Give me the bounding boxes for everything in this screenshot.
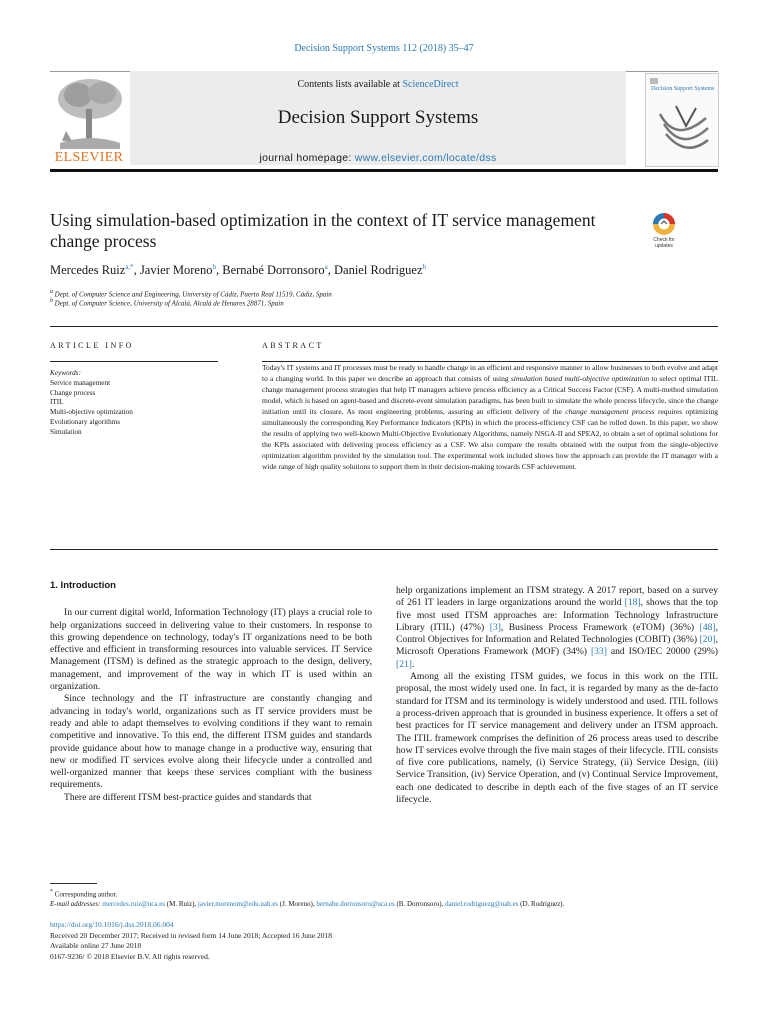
journal-title: Decision Support Systems xyxy=(277,107,479,128)
elsevier-wordmark: ELSEVIER xyxy=(54,150,124,165)
article-info-heading: ARTICLE INFO xyxy=(50,341,134,350)
available-online-date: Available online 27 June 2018 xyxy=(50,940,142,950)
sciencedirect-link[interactable]: ScienceDirect xyxy=(402,79,459,90)
abstract-emphasis: change management process xyxy=(565,406,655,416)
email-owner: (D. Rodriguez). xyxy=(518,900,565,909)
body-paragraph xyxy=(396,585,718,671)
citation-link[interactable]: [18] xyxy=(624,597,641,609)
affiliation-mark: a xyxy=(50,289,53,295)
cover-journal-title: Decision Support Systems xyxy=(651,86,715,92)
abstract-text: Today's IT systems and IT processes must be ready to handle change in an efficient and responsive manner to allow businesses to both evolve and adapt to a changing world. In this paper we describe an approach that consists of using xyxy=(262,363,718,383)
contents-line xyxy=(130,79,626,90)
journal-cover-thumbnail[interactable] xyxy=(645,73,719,167)
keyword: ITIL xyxy=(50,398,64,407)
body-text: , shows that the top five most used ITSM approaches are: Information Technology Infrastructure Library (ITIL) (47%) xyxy=(396,597,718,633)
keyword: Simulation xyxy=(50,427,82,436)
citation-link[interactable]: [20] xyxy=(699,634,716,646)
email-owner: (M. Ruiz), xyxy=(165,900,198,909)
corresponding-author-note: * Corresponding author. xyxy=(50,889,118,899)
affiliation xyxy=(50,289,332,298)
introduction-heading: 1. Introduction xyxy=(50,580,116,591)
body-paragraph: Since technology and the IT infrastructure are constantly changing and advancing in today's world, organizations such as IT service providers must be ready and able to adapt themselves to evolving conditions if they want to remain competitive and innovative. To this end, the different ITSM guides and standards provide guidance about how to manage change in a productive way, ensuring that new or modified IT services evolve along their lifecycle under a controlled and well-organized manner that keeps these services compliant with the business requirements. xyxy=(50,693,372,791)
body-left-column xyxy=(50,580,372,804)
author-affiliation-mark[interactable]: b xyxy=(212,263,216,271)
affiliation-text: Dept. of Computer Science, University of Alcalá, Alcalá de Henares 28871, Spain xyxy=(54,299,284,308)
article-info-rule xyxy=(50,361,218,362)
body-right-column xyxy=(396,585,718,806)
section-divider xyxy=(50,326,718,327)
author-name[interactable]: Mercedes Ruiz xyxy=(50,263,126,278)
abstract-body xyxy=(262,363,718,473)
body-text: and ISO/IEC 20000 (29%) xyxy=(606,646,719,658)
citation-link[interactable]: [3] xyxy=(489,621,501,633)
email-owner: (B. Dorronsoro), xyxy=(394,900,446,909)
keyword: Multi-objective optimization xyxy=(50,408,133,417)
contents-prefix: Contents lists available at xyxy=(297,79,403,90)
affiliation-text: Dept. of Computer Science and Engineering, University of Cádiz, Puerto Real 11519, Cádiz, Spain xyxy=(54,290,332,299)
affiliation-mark: b xyxy=(50,298,53,304)
affiliation xyxy=(50,298,284,307)
body-text: help organizations implement an ITSM strategy. A 2017 report, based on a survey of 261 IT leaders in large organizations around the world xyxy=(396,585,718,609)
header-bottom-rule xyxy=(50,169,718,172)
author-affiliation-mark[interactable]: b xyxy=(422,263,427,271)
homepage-link[interactable]: www.elsevier.com/locate/dss xyxy=(354,152,497,164)
email-owner: (J. Moreno), xyxy=(278,900,317,909)
issn-copyright: 0167-9236/ © 2018 Elsevier B.V. All rights reserved. xyxy=(50,952,210,961)
author-name[interactable]: Bernabé Dorronsoro xyxy=(222,263,325,278)
keywords-label: Keywords: xyxy=(50,369,81,377)
email-addresses xyxy=(50,899,564,909)
citation-link[interactable]: [48] xyxy=(699,621,716,633)
check-updates-icon xyxy=(643,211,685,237)
author-name[interactable]: Daniel Rodriguez xyxy=(334,263,423,278)
journal-reference-link[interactable]: Decision Support Systems 112 (2018) 35–47 xyxy=(294,43,474,54)
author-affiliation-mark[interactable]: a,* xyxy=(125,263,134,271)
elsevier-tree-logo xyxy=(50,73,128,165)
email-link[interactable]: mercedes.ruiz@uca.es xyxy=(102,900,166,909)
citation-link[interactable]: [21] xyxy=(396,658,412,670)
header-band xyxy=(130,71,626,165)
body-paragraph: There are different ITSM best-practice guides and standards that xyxy=(64,791,312,803)
homepage-prefix: journal homepage: xyxy=(259,152,355,164)
received-dates: Received 20 December 2017; Received in revised form 14 June 2018; Accepted 16 June 2018 xyxy=(50,931,333,940)
abstract-emphasis: simulation based multi-objective optimization xyxy=(510,373,650,383)
footnotes xyxy=(50,887,564,909)
author-affiliation-mark[interactable]: a xyxy=(324,263,328,271)
abstract-rule xyxy=(262,361,718,362)
keyword: Service management xyxy=(50,378,111,387)
section-divider xyxy=(50,549,718,550)
corresponding-author-text: Corresponding author. xyxy=(54,890,118,899)
check-for-updates-label: Check for updates xyxy=(653,237,675,249)
keyword: Evolutionary algorithms xyxy=(50,417,121,426)
journal-homepage xyxy=(130,152,626,164)
abstract-text: requires optimizing simultaneously the corresponding Key Performance Indicators (KPIs) in which the process-efficiency CSF can be rolled down. In this paper, we show the results of applying two well-known Multi-Objective Evolutionary Algorithms, namely NSGA-II and SPEA2, to obtain a set of optimal solutions for the KPIs associated with delivering process efficiency as a CSF. We also compare the results obtained with the output from the single-objective optimization algorithm provided by the simulation tool. The experimental work included shows how the approach can provide the IT manager with a wide range of high quality solutions to support them in their decision-making towards CSF achievement. xyxy=(262,406,718,471)
author-name[interactable]: Javier Moreno xyxy=(139,263,213,278)
author-list: Mercedes Ruiz$^{a,*}$, Javier Moreno$^b$, Bernabé Dorronsoro$^a$, Daniel Rodriguez$^b$ xyxy=(50,263,427,278)
email-link[interactable]: javier.morenom@edu.uah.es xyxy=(197,900,279,909)
body-text: , Business Process Framework (eTOM) (36%) xyxy=(500,621,700,633)
article-title: Using simulation-based optimization in the context of IT service management change process xyxy=(50,210,596,251)
email-label: E-mail addresses: xyxy=(50,900,103,909)
body-paragraph: In our current digital world, Information Technology (IT) plays a crucial role to help organizations succeed in delivering value to their customers. In response to this growing dependence on technology, today's IT organizations need to be both effective and efficient in transforming resources into valuable services. IT Service Management (ITSM) is defined as the strategic approach to the design, delivery, management, and improvement of the way in which IT is used within an organization. xyxy=(50,607,372,693)
email-link[interactable]: bernabe.dorronsoro@uca.es xyxy=(316,900,395,909)
journal-header xyxy=(50,71,718,173)
citation-link[interactable]: [33] xyxy=(590,646,607,658)
body-paragraph: Among all the existing ITSM guides, we focus in this work on the ITIL proposal, the most widely used one. In fact, it is regarded by many as the de-facto standard for ITSM and its terminology is widely understood and used. ITIL follows a process-driven approach that is grounded in business experience. It offers a set of best practices for IT service management and delivery under an ITSM approach. The ITIL framework comprises the definition of 26 process areas used to describe how IT services evolve through the five main stages of their lifecycle. ITIL consists of five core publications, namely, (i) Service Strategy, (ii) Service Design, (iii) Service Transition, (iv) Service Operation, and (v) Continual Service Improvement, each one dedicated to describe in depth each of the five stages of an IT service lifecycle. xyxy=(396,671,718,806)
article-dates xyxy=(50,931,332,950)
keyword: Change process xyxy=(50,388,96,397)
keywords-block xyxy=(50,369,133,438)
doi-link[interactable]: https://doi.org/10.1016/j.dss.2018.06.004 xyxy=(50,920,174,929)
elsevier-tree-icon xyxy=(50,73,128,149)
email-link[interactable]: daniel.rodriguezg@uah.es xyxy=(445,900,519,909)
abstract-text: to select optimal ITIL change management process strategies that help IT managers achieve process efficiency as a Critical Success Factor (CSF). A multi-method simulation model, which is based on agent-based and discrete-event simulation paradigms, has been built to simulate the whole process lifecycle, since the change initiation until its closure. As most engineering problems, assuring an efficient delivery of the xyxy=(262,373,719,416)
body-text: , Control Objectives for Information and Related Technologies (COBIT) (36%) xyxy=(396,621,719,646)
footnote-rule xyxy=(50,883,97,884)
body-text: . xyxy=(411,658,415,670)
abstract-heading: ABSTRACT xyxy=(262,341,324,350)
body-text: , Microsoft Operations Framework (MOF) (34%) xyxy=(396,634,718,658)
